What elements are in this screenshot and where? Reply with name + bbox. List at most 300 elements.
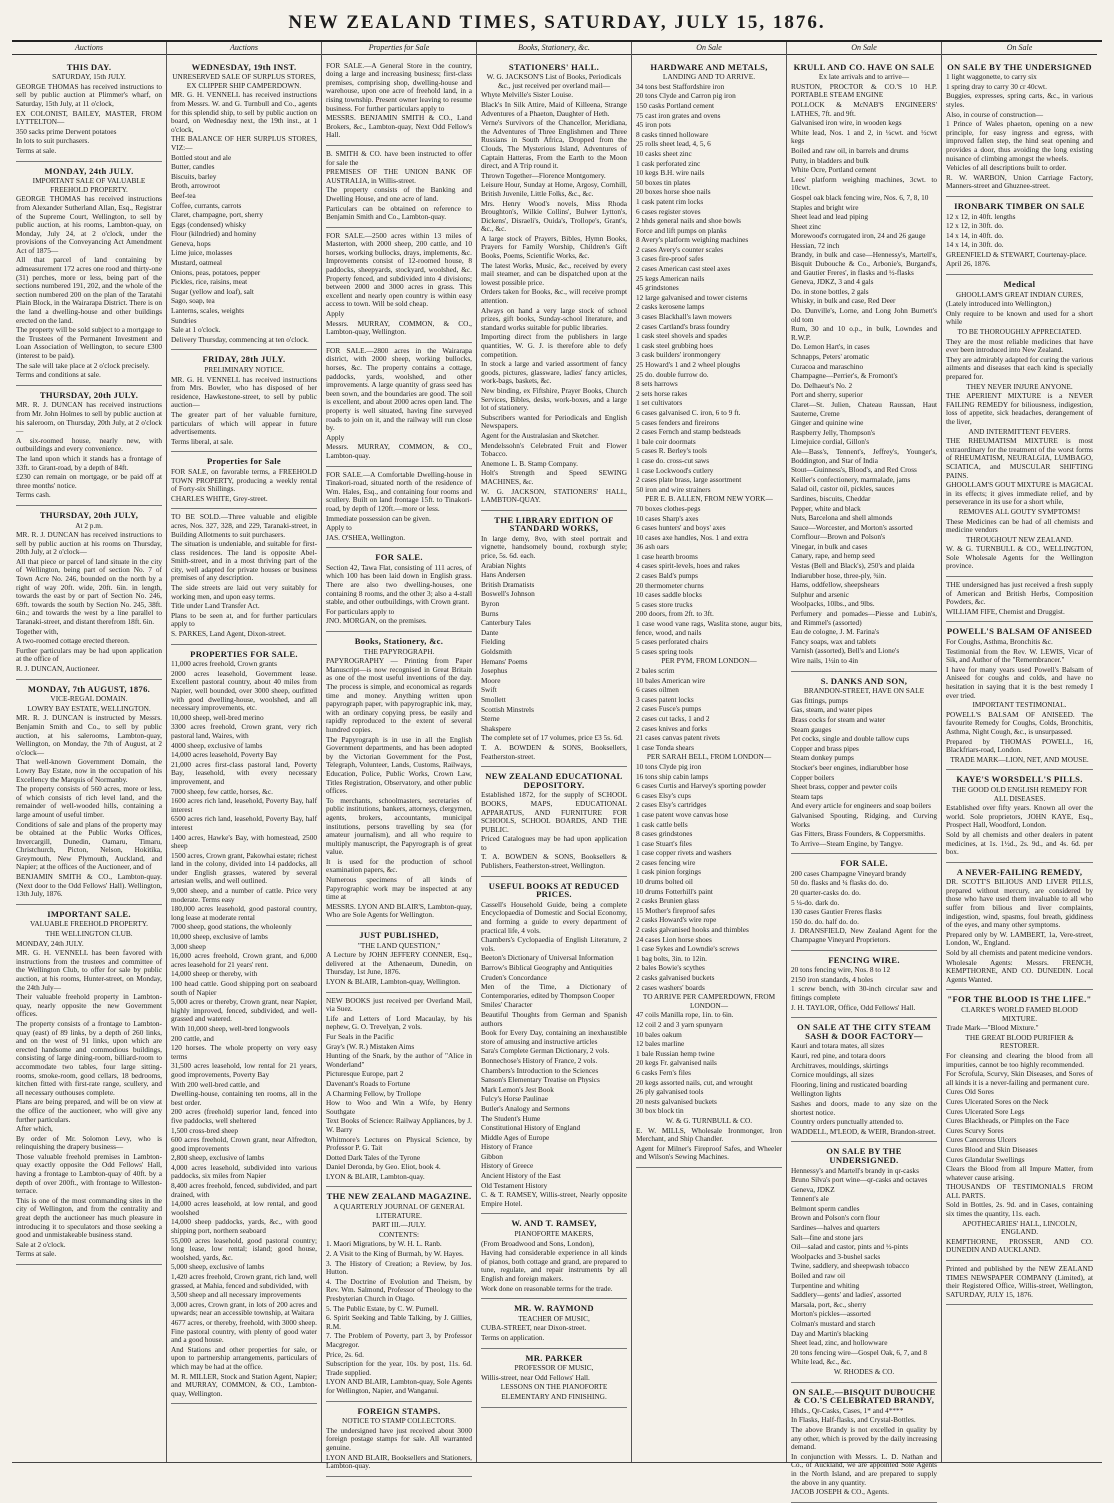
ad-line: Sold by all chemists and other dealers in patent medicines, at 1s. 1½d., 2s. 9d., and 4s. 6d. per box. <box>946 829 1093 857</box>
ad-line: Sold in Bottles, 2s. 9d. and in Cases, containing six times the quantity, 11s. each. <box>946 1200 1093 1219</box>
ad-line: 5 cases fenders and fireirons <box>636 417 720 427</box>
ad-line: LYON & BLAIR, Lambton-quay, Wellington. <box>326 977 461 986</box>
ad-line: 2 casks Howard's wire rope <box>636 915 717 925</box>
ad-line: Arabian Nights <box>481 560 526 570</box>
ad-title: KRULL AND CO. HAVE ON SALE <box>793 61 935 72</box>
ad-line: 4,000 acres leasehold, subdivided into various paddocks, six miles from Napier <box>171 1162 317 1181</box>
ad-title: HARDWARE AND METALS, <box>650 61 768 72</box>
ad-line: It is used for the production of school examination papers, &c. <box>326 856 472 875</box>
ad-line: Brass cocks for steam and water <box>791 714 886 724</box>
ad-line: 10 cases Sharp's axes <box>636 513 699 523</box>
ad-line: 4. The Doctrine of Evolution and Theism, by Rev. Wm. Salmond, Professor of Theology to the Presbyterian Church in Otago. <box>326 1276 472 1303</box>
ad-line: Ginger and quinine wine <box>791 418 864 428</box>
ad-line: 1 cask perforated zinc <box>636 158 701 168</box>
ad-line: 2 hhds general nails and shoe bowls <box>636 216 741 226</box>
column-5 <box>632 42 787 1462</box>
ad-line: Printed and published by the NEW ZEALAND TIMES NEWSPAPER COMPANY (Limited), at their Registered Office, Willis-street, Wellington, SATURDAY, JULY 15, 1876. <box>946 1264 1093 1299</box>
ad-line: And every article for engineers and soap boilers <box>791 801 932 811</box>
advertisement <box>791 1383 937 1503</box>
ad-line: Salad oil, castor oil, pickles, sauces <box>791 484 895 494</box>
ad-line: GHOOLLAM'S GOUT MIXTURE is MAGICAL in its effects; it gives immediate relief, and by perseverance in its use for a short while, <box>946 480 1093 507</box>
ad-line: 5,000 acres or thereby, Crown grant, near Napier, highly improved, fenced, subdivided, and well-grassed and watered. <box>171 997 317 1024</box>
ad-line: Putty, in bladders and bulk <box>791 155 869 165</box>
ad-line: The side streets are laid out very suitably for working men, and upon easy terms. <box>171 583 317 601</box>
ad-title: Properties for Sale <box>206 456 282 467</box>
ad-line: Sale at 2 o'clock. <box>16 1239 66 1249</box>
ad-title: NEW ZEALAND EDUCATIONAL DEPOSITORY. <box>485 771 623 790</box>
ad-line: Burns <box>481 608 499 618</box>
ad-line: 3 cases patent locks <box>636 694 694 704</box>
advertisement <box>326 926 472 993</box>
advertisement <box>791 854 937 950</box>
ad-line: 20 tons Clyde and Carron pig iron <box>636 91 736 101</box>
ad-line: Do. Delhaeut's No. 2 <box>791 380 853 390</box>
column-heading: Properties for Sale <box>322 44 476 55</box>
ad-line: 8 casks tinned holloware <box>636 129 709 139</box>
ad-line: Apply <box>326 432 345 442</box>
ad-line: 100 head cattle. Good shipping port on seaboard south of Napier <box>171 979 317 997</box>
ad-line: M. R. MILLER, Stock and Station Agent, Napier; and MURRAY, COMMON, & CO., Lambton-quay, Wellington. <box>171 1371 317 1398</box>
ad-line: Hunting of the Snark, by the author of "Alice in Wonderland" <box>326 1051 472 1069</box>
ad-line: Mendelssohn's Celebrated Fruit and Flower Tobacco. <box>481 440 627 459</box>
ad-line: Champagne—Perrier's, & Fromont's <box>791 371 898 381</box>
ad-line: 20 quarter-casks do. do. <box>791 888 861 898</box>
ad-line: 1 case patent wove canvas hose <box>636 809 729 819</box>
ad-line: White lead, Nos. 1 and 2, in ¼cwt. and ½cwt kegs <box>791 127 937 146</box>
ad-line: Sardines—halves and quarters <box>791 1223 880 1233</box>
ad-line: 6 cases register stoves <box>636 206 701 216</box>
ad-line: Terms at sale. <box>16 1249 57 1259</box>
ad-line: WILLIAM FIFE, Chemist and Druggist. <box>946 606 1065 616</box>
ad-line: 12 x 12, in 30ft. do. <box>946 221 1004 231</box>
ad-line: Steam taps <box>791 791 823 801</box>
ad-line: 2. A Visit to the King of Burmah, by W. Hayes. <box>326 1249 464 1259</box>
ad-line: 2 cases knives and forks <box>636 723 707 733</box>
ad-line: IMPORTANT TESTIMONIAL. <box>972 700 1067 710</box>
ad-line: 6 cases Curtis and Harvey's sporting powder <box>636 781 766 791</box>
ad-line: 21,000 acres first-class pastoral land, Poverty Bay, leasehold, with every necessary improvement, and <box>171 759 317 786</box>
ad-line: Willis-street, near Odd Fellows' Hall. <box>481 1372 590 1382</box>
ad-line: JAS. O'SHEA, Wellington. <box>326 532 406 542</box>
ad-line: 16 tons ship cabin lamps <box>636 771 709 781</box>
ad-line: Broth, arrowroot <box>171 181 221 191</box>
ad-line: Smiles' Character <box>481 1000 533 1010</box>
ad-line: 2000 acres leasehold, Government lease. Excellent pastoral country, about 40 miles from Napier, well bounded, over 3000 sheep, outfitted with good dwelling-house, woolshed, and all necessary improvements, etc. <box>171 668 317 713</box>
ad-subtitle: BRANDON-STREET, HAVE ON SALE <box>803 686 925 696</box>
ad-line: 1600 acres rich land, leasehold, Poverty Bay, half interest <box>171 796 317 814</box>
ad-line: 6 cases hunters' and boys' axes <box>636 523 726 533</box>
ad-line: 8 Avery's platform weighing machines <box>636 235 749 245</box>
ad-line: 3,500 sheep and all necessary improvements <box>171 1290 302 1300</box>
advertisement <box>326 1402 472 1477</box>
ad-line: (From Broadwood and Sons, London), <box>481 1238 595 1248</box>
ad-line: Established 1872, for the supply of SCHOOL BOOKS, MAPS, EDUCATIONAL APPARATUS, AND FURNITURE FOR SCHOOLS, SCHOOL BOARDS, AND THE PUBLIC. <box>481 790 627 834</box>
ad-line: 2 cases Bald's pumps <box>636 571 698 581</box>
ad-line: 10 tons Clyde pig iron <box>636 761 702 771</box>
ad-subtitle: UNRESERVED SALE OF SURPLUS STORES, EX CLIPPER SHIP CAMPERDOWN. <box>172 72 316 90</box>
ad-line: Sold by all chemists and patent medicine vendors. <box>946 948 1093 958</box>
ad-line: 12 coil 2 and 3 yarn spunyarn <box>636 1019 723 1029</box>
ad-line: The property will be sold subject to a mortgage to the Trustees of the Permanent Investment and Loan Association of Wellington, to secure £300 (interest to be paid). <box>16 325 162 360</box>
ad-line: Testimonial from the Rev. W. LEWIS, Vicar of Sik, and Author of the "Remembrancer." <box>946 646 1093 665</box>
ad-line: The sale will take place at 2 o'clock precisely. <box>16 360 150 370</box>
ad-line: PER E. B. ALLEN, FROM NEW YORK— <box>645 494 773 504</box>
ad-line: MESSRS. BENJAMIN SMITH & CO., Land Brokers, &c., Lambton-quay, Next Odd Fellow's Hall. <box>326 113 472 140</box>
ad-line: Thrown Together—Florence Montgomery. <box>481 170 606 180</box>
ad-line: Dante <box>481 627 499 637</box>
ad-line: Sheet brass, copper and pewter coils <box>791 782 898 792</box>
ad-line: 2 cases American cast steel axes <box>636 264 731 274</box>
ad-line: 1. Maori Migrations, by W. H. L. Ranb. <box>326 1239 442 1249</box>
ad-line: I have for many years used Powell's Balsam of Aniseed for coughs and colds, and have no hesitation in saying that it is the best remedy I ever tried. <box>946 664 1093 700</box>
ad-line: After which, <box>16 1124 53 1134</box>
masthead: NEW ZEALAND TIMES, SATURDAY, JULY 15, 1876. <box>12 10 1102 42</box>
ad-line: 12 bales marline <box>636 1039 685 1049</box>
ad-line: 1 bag bolts, 3in. to 12in. <box>636 953 707 963</box>
column-heading: Auctions <box>167 44 321 55</box>
ad-line: Apply to <box>326 523 352 533</box>
ad-line: TO ARRIVE PER CAMPERDOWN, FROM LONDON— <box>642 992 776 1010</box>
ad-line: 130 cases Gautier Freres flasks <box>791 907 882 917</box>
ad-line: 2 cases Fusce's pumps <box>636 704 702 714</box>
ad-subtitle: PROFESSOR OF MUSIC, <box>514 1363 594 1373</box>
ad-line: MR. R. J. DUNCAN has received instructions from Mr. John Holmes to sell by public auction at his saleroom, on Thursday, 20th July, at 2 o'clock— <box>16 400 162 436</box>
ad-line: 30 box block tin <box>636 1106 684 1116</box>
ad-line: Flooring, lining and rusticated boarding <box>791 1079 908 1089</box>
ad-line: Terms liberal, at sale. <box>171 436 234 446</box>
ad-line: Fur Seals in the Pacific <box>326 1031 394 1041</box>
ad-line: 1,420 acres freehold, Crown grant, rich land, well grassed, at Mahia, fenced and subdivided, with <box>171 1272 317 1290</box>
ad-line: Wellington lights <box>791 1089 842 1099</box>
ad-line: 3 cases Blackhall's lawn mowers <box>636 312 732 322</box>
ad-line: 45 grindstones <box>636 283 679 293</box>
ad-line: CONTENTS: <box>378 1229 420 1239</box>
advertisement <box>791 672 937 855</box>
ad-line: Section 42, Tawa Flat, consisting of 111 acres, of which 100 has been laid down in English grass. There are also two dwelling-houses, one containing 8 rooms, and the other 3; also a 4-stall stable, and other outbuildings, with Crown grant. <box>326 562 472 607</box>
ad-line: Gas, steam, and water pipes <box>791 705 873 715</box>
ad-line: 1 screw bench, with 30-inch circular saw and fittings complete <box>791 984 937 1002</box>
ad-line: 1 case copper rivets and washers <box>636 848 732 858</box>
ad-title: THIS DAY. <box>66 61 112 72</box>
ad-line: MR. G. H. VENNELL has received instructions from Mrs. Bowler, who has disposed of her residence, Hawkestone-street, to sell by public auction— <box>171 374 317 410</box>
column-heading: Books, Stationery, &c. <box>477 44 631 55</box>
ad-line: Keiller's confectionery, marmalade, jams <box>791 474 911 484</box>
ad-line: Mark Lemon's Jest Book <box>481 1084 554 1094</box>
ad-line: Hessian, 72 inch <box>791 240 840 250</box>
ad-line: Sheet lead, zinc, and hollowware <box>791 1338 888 1348</box>
ad-line: Vinegar, in bulk and cases <box>791 541 868 551</box>
advertisement <box>946 622 1093 770</box>
ad-line: Anemone L. B. Stamp Company. <box>481 458 579 468</box>
ad-line: 3 cask builders' ironmongery <box>636 350 721 360</box>
ad-title: WEDNESDAY, 19th INST. <box>191 61 297 72</box>
ad-line: THE RHEUMATISM MIXTURE is most extraordinary for the treatment of the worst forms of RHEUMATISM, NEURALGIA, LUMBAGO, SCIATICA, and MUSCULAR SHIFTING PAINS. <box>946 436 1093 480</box>
ad-line: 1 bale coir doormats <box>636 436 696 446</box>
ad-line: By order of Mr. Solomon Levy, who is relinquishing the drapery business— <box>16 1133 162 1152</box>
ad-line: Title under Land Transfer Act. <box>171 601 260 611</box>
ad-line: Do. Lemon Hart's, in cases <box>791 342 870 352</box>
ad-line: 14 x 14, in 40ft. do. <box>946 230 1004 240</box>
ad-line: 200 acres (freehold) superior land, fenced into five paddocks, well sheltered <box>171 1107 317 1125</box>
ad-subtitle: "THE LAND QUESTION," <box>357 940 441 950</box>
advertisement <box>791 951 937 1019</box>
ad-line: Sheet zinc <box>791 221 822 231</box>
ad-line: All that piece or parcel of land situate in the city of Wellington, being part of section No. 7 of Town Acre No. 246, bounded on the north by a right of way 20ft. wide, 20ft. 6in. in length, towards the east by or part of Section No. 246, 69ft. towards the south by Section No. 245, 38ft. 6in.; and towards the west by a line parallel to Taranaki-street, and distant therefrom 18ft. 6in. <box>16 556 162 627</box>
ad-line: 350 sacks prime Derwent potatoes <box>16 126 117 136</box>
ad-line: A six-roomed house, nearly new, with outbuildings and every convenience. <box>16 435 162 454</box>
ad-line: 6 casks Fern's files <box>636 1067 692 1077</box>
ad-line: Beautiful Thoughts from German and Spanish authors <box>481 1009 627 1028</box>
ad-line: British Dramatists <box>481 579 535 589</box>
ad-line: 5. The Public Estate, by C. W. Purnell. <box>326 1303 439 1313</box>
ad-line: THE BALANCE OF HER SURPLUS STORES, VIZ:— <box>171 134 317 152</box>
ad-line: Eau de cologne, J. M. Farina's <box>791 627 880 637</box>
ad-line: 150 do. do. half do. do. <box>791 916 859 926</box>
ad-line: Butter, candles <box>171 162 215 172</box>
ad-line: 1 cask patent rim locks <box>636 196 704 206</box>
ad-title: MR. W. RAYMOND <box>514 1303 594 1314</box>
ad-line: 21 cases canvas patent rivets <box>636 733 720 743</box>
ad-line: Trade Mark—"Blood Mixture." <box>946 1023 1039 1033</box>
ad-line: Architraves, mouldings, skirtings <box>791 1060 889 1070</box>
ad-line: 3. The History of Creation; a Review, by Jos. Hutton. <box>326 1258 472 1277</box>
ad-title: POWELL'S BALSAM OF ANISEED <box>946 626 1093 637</box>
ad-line: Bonnechose's History of France, 2 vols. <box>481 1055 598 1065</box>
ad-line: E. W. MILLS, Wholesale Ironmonger, Iron Merchant, and Ship Chandler. <box>636 1125 782 1144</box>
ad-line: Sheet lead and lead piping <box>791 212 868 222</box>
ad-line: White Ocre, Portland cement <box>791 165 877 175</box>
advertisement <box>791 58 937 672</box>
ad-line: 2 sets horse rakes <box>636 388 688 398</box>
ad-line: A Charming Fellow, by Trollope <box>326 1088 422 1098</box>
ad-line: Whitmore's Lectures on Physical Science, by Professor P. G. Tait <box>326 1134 472 1153</box>
ad-line: In stock a large and varied assortment of fancy goods, pictures, glassware, ladies' fancy articles, work-bags, baskets, &c. <box>481 359 627 386</box>
ad-line: 1 cask cattle bells <box>636 819 688 829</box>
ad-subtitle: CLARKE'S WORLD FAMED BLOOD MIXTURE. <box>961 1005 1078 1023</box>
ad-line: Text Books of Science: Railway Appliances, by J. W. Barry <box>326 1116 472 1134</box>
advertisement <box>171 645 317 1405</box>
ad-line: 20 thermometer churns <box>636 580 704 590</box>
ad-line: Established over fifty years. Known all over the world. Sole proprietors, JOHN KAYE, Esq., Prospect Hall, Woodford, London. <box>946 803 1093 830</box>
ad-line: And Stations and other properties for sale, or upon to partnership arrangements, particulars of which may be had at the office. <box>171 1344 317 1371</box>
column-7 <box>942 42 1097 1462</box>
advertisement <box>326 58 472 146</box>
ad-subtitle: PIANOFORTE MAKERS, <box>514 1229 594 1239</box>
ad-line: 25 kegs American nails <box>636 273 705 283</box>
ad-line: FOR SALE.—A General Store in the country, doing a large and increasing business; first-class premises, comprising shop, dwelling-house and warehouse, upon one acre of freehold land, in a rising township. Present owner leaving to resume business. For further particulars apply to <box>326 60 472 113</box>
ad-line: £230 can remain on mortgage, or be paid off at three months' notice. <box>16 472 162 490</box>
ad-line: 25 Howard's 1 and 2 wheel ploughs <box>636 360 741 369</box>
ad-line: Sterne <box>481 714 500 724</box>
ad-line: 20 tons fencing wire—Gospel Oak, 6, 7, and 8 <box>791 1347 927 1357</box>
ad-title: ON SALE BY THE UNDERSIGNED <box>947 61 1092 72</box>
ad-line: PER SARAH BELL, FROM LONDON— <box>646 752 772 762</box>
advertisement <box>481 1349 627 1408</box>
ad-line: POWELL'S BALSAM OF ANISEED. The favourite Remedy for Coughs, Colds, Bronchitis, Asthma, Night Cough, &c., is unsurpassed. <box>946 709 1093 736</box>
ad-line: 8 cases grindstones <box>636 829 693 839</box>
ad-line: Cures Old Sores <box>946 1087 994 1097</box>
ad-title: S. DANKS AND SON, <box>820 675 908 686</box>
ad-line: Belmont sperm candles <box>791 1203 860 1213</box>
ad-line: Priced Catalogues may be had upon application to <box>481 834 627 852</box>
ad-line: Cures Ulcerated Sore Legs <box>946 1106 1025 1116</box>
ad-line: AND INTERMITTENT FEVERS. <box>968 426 1071 436</box>
ad-subtitle: IMPORTANT SALE OF VALUABLE FREEHOLD PROPERTY. <box>32 176 146 194</box>
ad-line: 6. Spirit Seeking and Table Talking, by J. Gillies, R.M. <box>326 1313 472 1331</box>
ad-line: The Student's Hume <box>481 1113 541 1123</box>
ad-line: A Lecture by JOHN JEFFERY CONNER, Esq., delivered at the Athenaeum, Dunedin, on Thursday, 1st June, 1876. <box>326 950 472 977</box>
ad-line: 1 cask pinion forgings <box>636 867 701 877</box>
ad-line: For particulars apply to <box>326 606 395 616</box>
ad-line: Raspberry Jelly, Thompson's <box>791 427 876 437</box>
ad-line: All that parcel of land containing by admeasurement 172 acres one rood and thirty-one (31) perches, more or less, being part of the sections numbered 191, 202, and the whole of the section numbered 200 on the plan of the Taratahi Plain Block, in the Wairarapa District. There is on the land a dwelling-house and other buildings erected on the land. <box>16 255 162 325</box>
ad-line: EX COLONIST, BAILEY, MASTER, FROM LYTTELTON— <box>16 108 162 127</box>
ad-line: Ale—Bass's, Tennent's, Jeffrey's, Younger's, Boddington, and Star of India <box>791 446 937 465</box>
ad-line: 10 casks sheet zinc <box>636 148 692 158</box>
ad-title: MONDAY, 24th JULY. <box>44 165 134 176</box>
ad-line: 10,000 sheep, well-bred merino <box>171 712 264 722</box>
ad-line: LYON AND BLAIR, Lambton-quay, Sole Agents for Wellington, Napier, and Wanganui. <box>326 1377 472 1395</box>
ad-line: T. A. BOWDEN & SONS, Booksellers & Publishers, Featherston-street, Wellington. <box>481 852 627 871</box>
ad-line: 5,000 sheep, exclusive of lambs <box>171 1262 265 1272</box>
ad-line: Rum, 30 and 10 o.p., in bulk, Lowndes and R.W.P. <box>791 324 937 342</box>
ad-line: In large demy, 8vo, with steel portrait and vignette, handsomely bound, roxburgh style; price, 5s. 6d. each. <box>481 533 627 561</box>
ad-line: Shakspere <box>481 723 511 733</box>
ad-line: Geneva, JDKZ, 3 and 4 gals <box>791 277 874 287</box>
ad-line: Numerous specimens of all kinds of Papyrographic work may be inspected at any time at <box>326 875 472 902</box>
ad-line: RUSTON, PROCTOR & CO.'S 10 H.P. PORTABLE STEAM ENGINE <box>791 81 937 100</box>
ad-line: Canterbury Tales <box>481 618 531 628</box>
ad-line: For Coughs, Asthma, Bronchitis &c. <box>946 637 1053 647</box>
column-heading: Auctions <box>12 44 166 55</box>
ad-line: REMOVES ALL GOUTY SYMPTOMS! <box>958 506 1081 516</box>
ad-line: Constitutional History of England <box>481 1123 581 1133</box>
ad-line: Varnish (assorted), Bell's and Lione's <box>791 646 900 656</box>
ad-line: Salt—fine and stone jars <box>791 1232 863 1242</box>
ad-line: W. RHODES & CO. <box>833 1366 895 1376</box>
ad-line: Woolpacks and 3-bushel sacks <box>791 1251 881 1261</box>
ad-line: MR. G. H. VENNELL has been favored with instructions from the trustees and committee of the Wellington Club, to offer for sale by public auction, at his rooms, Hunter-street, on Monday, the 24th July— <box>16 948 162 992</box>
ad-line: 1500 acres, Crown grant, Pakowhai estate; richest land in the colony, divided into 14 paddocks, all under English grasses, watered by several artesian wells, and well outlined. <box>171 850 317 886</box>
ad-line: Moore <box>481 675 501 685</box>
ad-line: The latest Works, Music, &c., received by every mail steamer, and can be dispatched upon at the lowest possible price. <box>481 260 627 287</box>
ad-line: Steam donkey pumps <box>791 753 854 763</box>
advertisement <box>171 452 317 509</box>
ad-line: Cornice mouldings, all sizes <box>791 1070 874 1080</box>
ad-title: ON SALE.—BISQUIT DUBOUCHE & CO.'S CELEBRATED BRANDY, <box>792 1386 936 1406</box>
ad-line: Sardines, biscuits, Cheddar <box>791 493 871 503</box>
ad-line: 1,500 cross-bred sheep <box>171 1125 239 1135</box>
ad-line: 25 rolls sheet lead, 4, 5, 6 <box>636 139 711 149</box>
ad-line: 20 tons fencing wire, Nos. 8 to 12 <box>791 965 891 975</box>
ad-line: 20 kegs assorted nails, cut, and wrought <box>636 1077 753 1087</box>
ad-line: Book for Every Day, containing an inexhaustible store of amusing and instructive articles <box>481 1028 627 1046</box>
ad-line: Brandy, in bulk and case—Hennessy's, Martell's, Bisquit Dubouche & Co., Arbonie's, Burgand's, and Gautier Freres', in flasks and ½-flasks <box>791 250 937 277</box>
ad-line: The greater part of her valuable furniture, particulars of which will appear in future advertisements. <box>171 409 317 437</box>
advertisement <box>481 58 627 511</box>
ad-line: Cassell's Household Guide, being a complete Encyclopaedia of Domestic and Social Economy, and forming a guide to every department of practical life, 4 vols. <box>481 899 627 935</box>
ad-title: STATIONERS' HALL. <box>508 61 600 72</box>
column-heading: On Sale <box>942 44 1097 55</box>
ad-line: NEW BOOKS just received per Overland Mail, via Suez. <box>326 995 472 1014</box>
advertisement <box>481 767 627 877</box>
ad-subtitle: SATURDAY, 15th JULY. <box>52 72 126 82</box>
ad-line: Buggies, expresses, spring carts, &c., in various styles. <box>946 91 1093 109</box>
ad-line: Verne's Survivors of the Chancellor, Meridiana, the Adventures of Three Englishmen and Three Russians in South Africa, Dropped from the Clouds, The Mysterious Island, Adventures of Captain Hatteras, From the Earth to the Moon direct, and A Trip round it. <box>481 118 627 171</box>
ad-line: Men of the Time, a Dictionary of Contemporaries, edited by Thompson Cooper <box>481 982 627 1000</box>
ad-line: PREMISES OF THE UNION BANK OF AUSTRALIA, in Willis-street. <box>326 167 472 185</box>
ad-line: Marsala, port, &c., sherry <box>791 1299 867 1309</box>
ad-line: How to Woo and Win a Wife, by Henry Southgate <box>326 1098 472 1116</box>
ad-line: Dotted Dark Tales of the Tyrone <box>326 1152 421 1162</box>
ad-line: Fielding <box>481 637 506 647</box>
ad-subtitle: VICE-REGAL DOMAIN. <box>50 694 128 704</box>
ad-line: Middle Ages of Europe <box>481 1132 550 1142</box>
ad-line: GEORGE THOMAS has received instructions to sell by public auction at Plimmer's wharf, on Saturday, 15th July, at 11 o'clock, <box>16 81 162 108</box>
ad-line: That well-known Government Domain, the Lowry Bay Estate, now in the occupation of his Excellency the Marquis of Normanby. <box>16 757 162 784</box>
advertisement <box>946 58 1093 197</box>
ad-line: 14 x 14, in 30ft. do. <box>946 240 1004 250</box>
ad-title: W. AND T. RAMSEY, <box>511 1218 597 1229</box>
ad-line: 4677 acres, or thereby, freehold, with 3000 sheep. Fine pastoral country, with plenty of good water and a good house. <box>171 1317 317 1345</box>
ad-line: FOR SALE, on favorable terms, a FREEHOLD TOWN PROPERTY, producing a weekly rental of Forty-six Shillings. <box>171 466 317 494</box>
ad-line: 70 boxes clothes-pegs <box>636 503 701 513</box>
ad-line: Staples and bright wire <box>791 202 859 212</box>
ad-title: IMPORTANT SALE. <box>47 908 131 919</box>
ad-line: The land upon which it stands has a frontage of 33ft. to Grant-road, by a depth of 84ft. <box>16 453 162 472</box>
ad-line: Price, 2s. 6d. <box>326 1349 364 1359</box>
advertisement <box>481 1299 627 1348</box>
ad-line: LESSONS ON THE PIANOFORTE <box>500 1382 608 1392</box>
ad-line: 24 cases Lion horse shoes <box>636 934 712 944</box>
advertisement <box>946 275 1093 577</box>
ad-line: Goldsmith <box>481 647 512 656</box>
ad-line: Whyte Melville's Sister Louise. <box>481 90 574 100</box>
ad-line: THE undersigned has just received a fresh supply of American and British Herbs, Composition Powders, &c. <box>946 580 1093 607</box>
ad-line: 2 cases washers' boards <box>636 982 705 992</box>
ad-line: Only require to be known and used for a short while <box>946 308 1093 327</box>
ad-line: 2 bales Bowie's scythes <box>636 963 705 973</box>
ad-line: Coffee, currants, carrots <box>171 200 242 210</box>
ad-line: 25 do. double furrow do. <box>636 369 709 379</box>
ad-line: 7000 sheep, few cattle, horses, &c. <box>171 786 273 796</box>
ad-line: A large stock of Prayers, Bibles, Hymn Books, Prayers for Family Worship, Children's Gift Books, Poems, Scientific Works, &c. <box>481 233 627 261</box>
ad-line: Sale at 1 o'clock. <box>171 325 221 335</box>
ad-line: Eggs (condensed) whisky <box>171 219 246 229</box>
ad-line: W. G. JACKSON, STATIONERS' HALL, LAMBTON-QUAY. <box>481 486 627 505</box>
advertisement <box>481 877 627 1215</box>
ad-line: DR. SCOTT'S BILIOUS AND LIVER PILLS, prepared without mercury, are considered by those who have used them invaluable to all who suffer from bilious and liver complaints, indigestion, wind, spasms, foul breath, giddiness of the eyes, and many other symptoms. <box>946 877 1093 930</box>
ad-line: Cornflour—Brown and Polson's <box>791 532 886 542</box>
ad-line: They are admirably adapted for curing the various ailments and diseases that each kind is specially prepared for. <box>946 354 1093 381</box>
ad-line: Gibbon <box>481 1151 503 1161</box>
advertisement <box>171 509 317 644</box>
ad-line: 1 case Lockwood's cutlery <box>636 465 714 475</box>
ad-line: Cures Ulcerated Sores on the Neck <box>946 1096 1049 1106</box>
ad-line: History of France <box>481 1142 533 1152</box>
ad-line: Saddlery—gents' and ladies', assorted <box>791 1290 902 1300</box>
ad-line: Beef-tea <box>171 190 196 200</box>
ad-line: Twine, saddlery, and sheepwash tobacco <box>791 1261 910 1271</box>
advertisement <box>326 632 472 926</box>
ad-line: Curacoa and maraschino <box>791 361 864 371</box>
ad-line: THE WELLINGTON CLUB. <box>45 929 133 939</box>
ad-title: FENCING WIRE. <box>828 954 900 965</box>
ad-line: Vehicles of all descriptions built to order. <box>946 163 1067 173</box>
ad-line: 2 bales scrim <box>636 666 675 675</box>
ad-line: Together with, <box>16 626 59 636</box>
ad-line: Plans to be seen at, and for further particulars apply to <box>171 610 317 629</box>
